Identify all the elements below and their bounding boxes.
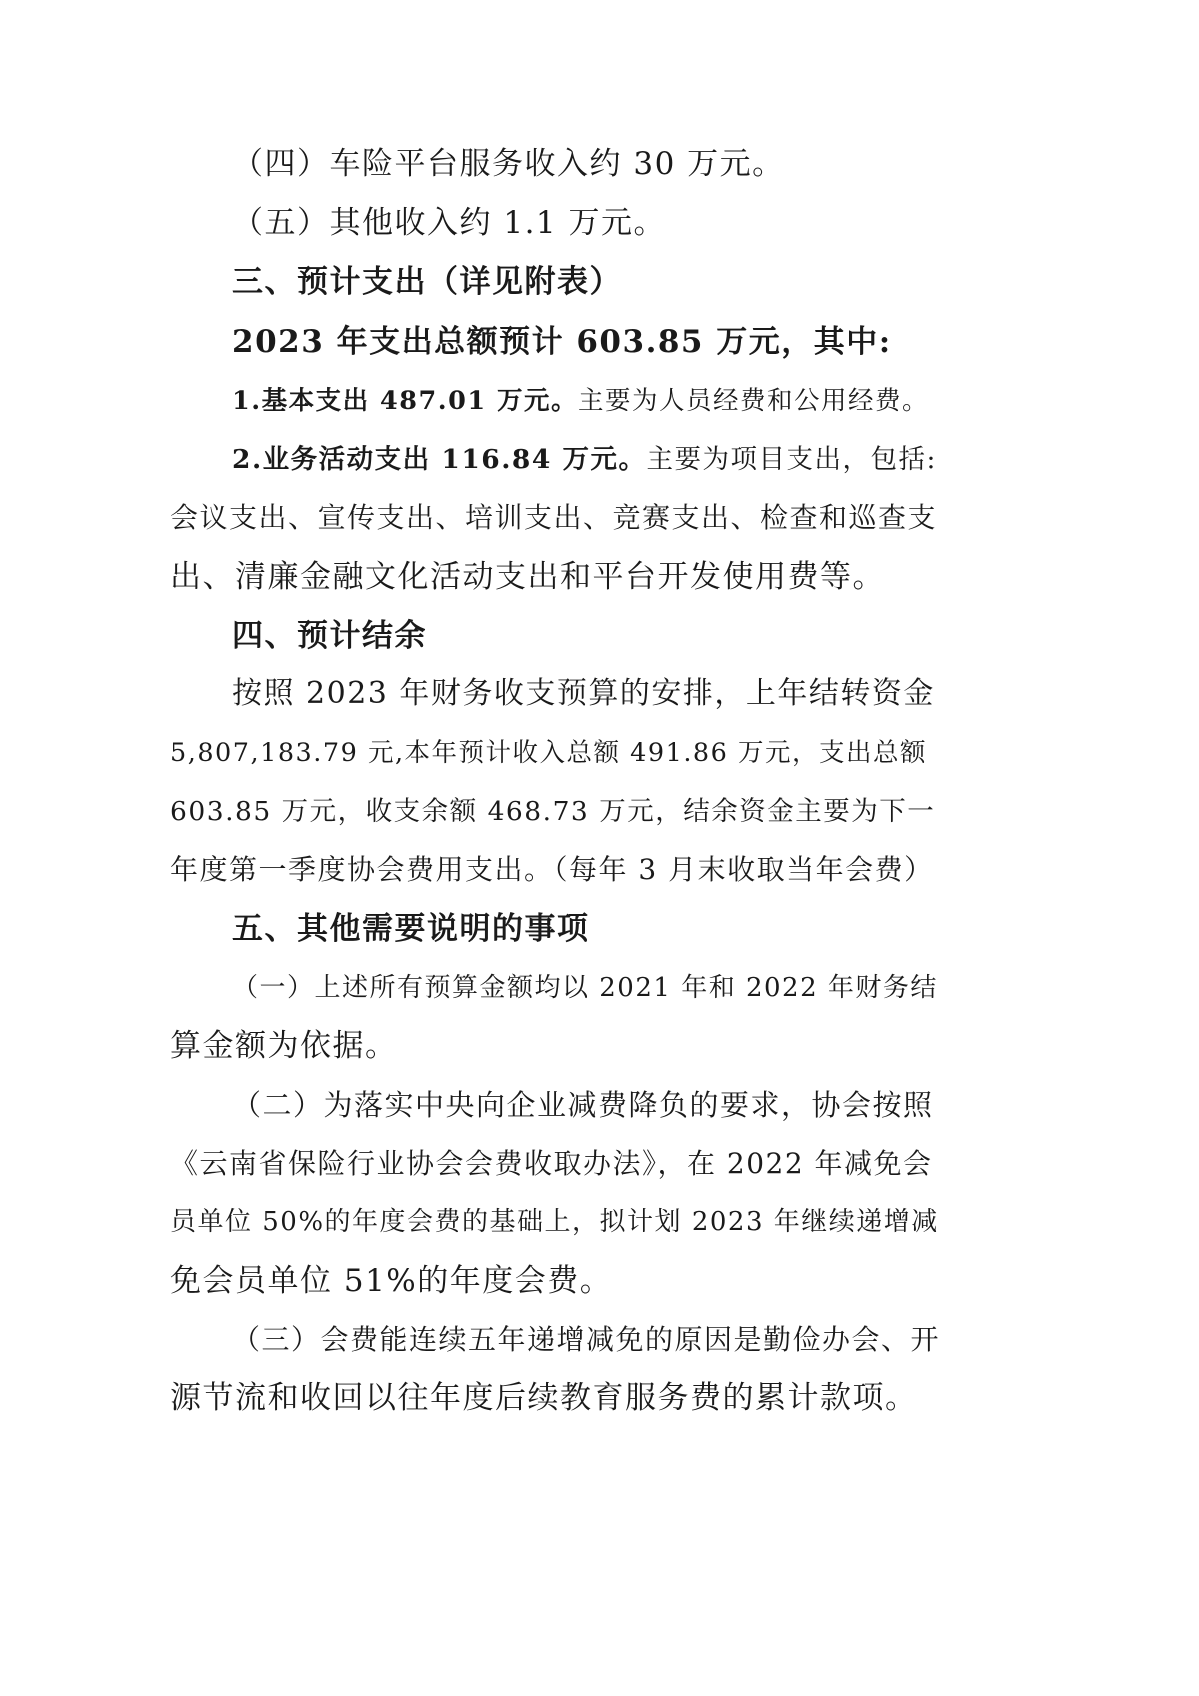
paragraph-line: 算金额为依据。 <box>170 1028 398 1064</box>
emphasis-text: 2.业务活动支出 116.84 万元。 <box>232 444 647 475</box>
paragraph-line: 603.85 万元，收支余额 468.73 万元，结余资金主要为下一 <box>170 796 936 827</box>
paragraph-line: （二）为落实中央向企业减费降负的要求，协会按照 <box>232 1088 934 1122</box>
paragraph-line: （一）上述所有预算金额均以 2021 年和 2022 年财务结 <box>232 973 938 1003</box>
paragraph-line: 年度第一季度协会费用支出。（每年 3 月末收取当年会费） <box>170 853 934 886</box>
paragraph-line: 《云南省保险行业协会会费收取办法》，在 2022 年减免会 <box>170 1147 933 1180</box>
emphasis-text: 1.基本支出 487.01 万元。 <box>232 386 578 416</box>
paragraph-line: 免会员单位 51%的年度会费。 <box>170 1263 613 1299</box>
paragraph-line: （三）会费能连续五年递增减免的原因是勤俭办会、开 <box>232 1323 941 1356</box>
body-text: 主要为项目支出，包括: <box>646 444 937 475</box>
paragraph-line: （五）其他收入约 1.1 万元。 <box>232 205 667 241</box>
paragraph-line <box>232 381 940 421</box>
paragraph-line: 5,807,183.79 元,本年预计收入总额 491.86 万元，支出总额 <box>170 738 927 768</box>
paragraph-line: 员单位 50%的年度会费的基础上，拟计划 2023 年继续递增减 <box>170 1207 939 1237</box>
paragraph-line: 按照 2023 年财务收支预算的安排，上年结转资金 <box>232 676 935 711</box>
paragraph-line: 出、清廉金融文化活动支出和平台开发使用费等。 <box>170 559 885 595</box>
section-heading: 五、其他需要说明的事项 <box>232 911 590 947</box>
paragraph-line: （四）车险平台服务收入约 30 万元。 <box>232 146 785 182</box>
paragraph-line: 2023 年支出总额预计 603.85 万元，其中: <box>232 324 892 360</box>
section-heading: 四、预计结余 <box>232 618 427 654</box>
paragraph-line: 会议支出、宣传支出、培训支出、竞赛支出、检查和巡查支 <box>170 501 938 534</box>
body-text: 主要为人员经费和公用经费。 <box>577 386 929 416</box>
paragraph-line <box>232 440 940 480</box>
paragraph-line: 源节流和收回以往年度后续教育服务费的累计款项。 <box>170 1380 918 1416</box>
section-heading: 三、预计支出（详见附表） <box>232 264 622 300</box>
